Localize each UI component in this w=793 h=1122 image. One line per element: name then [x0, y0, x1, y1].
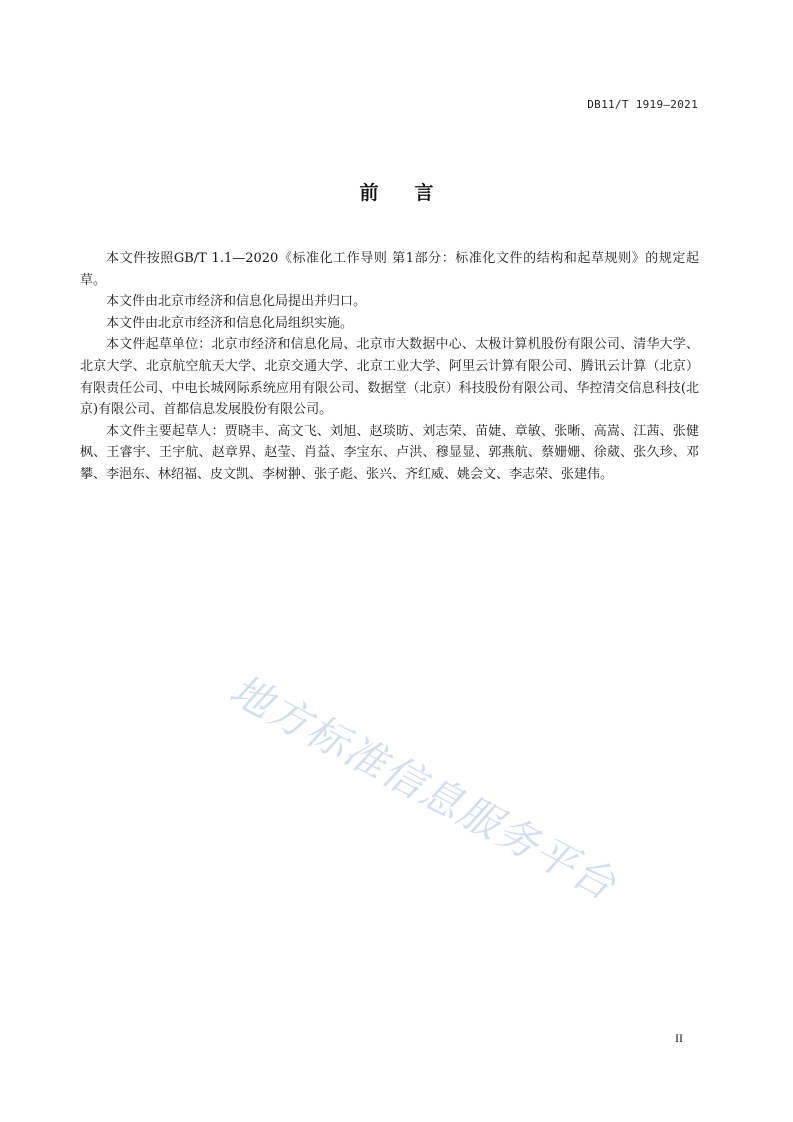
watermark: 地方标准信息服务平台	[222, 665, 625, 910]
paragraph-proposed-by: 本文件由北京市经济和信息化局提出并归口。	[106, 294, 367, 310]
paragraph-implemented-by: 本文件由北京市经济和信息化局组织实施。	[106, 315, 354, 331]
paragraph-drafters: 本文件主要起草人：贾晓丰、高文飞、刘旭、赵琰昉、刘志荣、苗婕、章敏、张晰、高嵩、江茜、张健枫、王睿宇、王宇航、赵章界、赵莹、肖益、李宝东、卢洪、穆显显、郭燕航、蔡姗姗、徐葳、张久珍、邓攀、李浥东、林绍福、皮文凯、李树翀、张子彪、张兴、齐红威、姚会文、李志荣、张建伟。	[80, 423, 699, 482]
paragraph-drafting-units: 本文件起草单位：北京市经济和信息化局、北京市大数据中心、太极计算机股份有限公司、清华大学、北京大学、北京航空航天大学、北京交通大学、北京工业大学、阿里云计算有限公司、腾讯云计算（北京）有限责任公司、中电长城网际系统应用有限公司、数据堂（北京）科技股份有限公司、华控清交信息科技(北京)有限公司、首都信息发展股份有限公司。	[80, 337, 699, 418]
paragraph-drafting-rules: 本文件按照GB/T 1.1—2020《标准化工作导则 第1部分：标准化文件的结构和起草规则》的规定起草。	[80, 251, 699, 288]
standard-code: DB11/T 1919—2021	[587, 98, 698, 111]
page-title: 前言	[359, 182, 470, 204]
preface-body	[80, 248, 699, 486]
page-number: II	[675, 1031, 683, 1045]
